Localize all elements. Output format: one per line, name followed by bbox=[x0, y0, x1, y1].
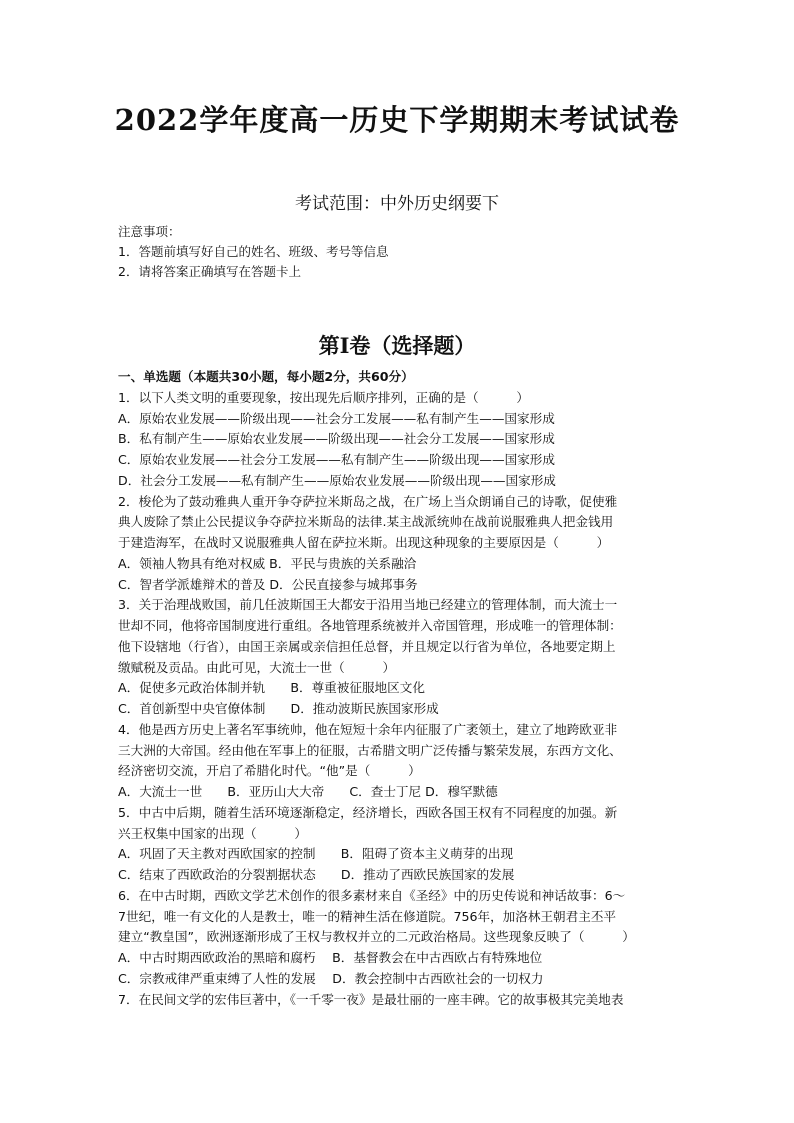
question-line: C．智者学派雄辩术的普及 D．公民直接参与城邦事务 bbox=[118, 576, 418, 592]
question-line: A．原始农业发展——阶级出现——社会分工发展——私有制产生——国家形成 bbox=[118, 410, 555, 426]
question-line: 1．以下人类文明的重要现象，按出现先后顺序排列，正确的是（ ） bbox=[118, 389, 530, 405]
question-line: B．私有制产生——原始农业发展——阶级出现——社会分工发展——国家形成 bbox=[118, 431, 555, 447]
question-line: C．宗教戒律严重束缚了人性的发展 D．教会控制中古西欧社会的一切权力 bbox=[118, 970, 544, 986]
question-line: 缴赋税及贡品。由此可见，大流士一世（ ） bbox=[118, 659, 396, 675]
exam-title: 2022学年度高一历史下学期期末考试试卷 bbox=[114, 103, 680, 137]
question-line: 6．在中古时期，西欧文学艺术创作的很多素材来自《圣经》中的历史传说和神话故事：6～ bbox=[118, 887, 626, 903]
question-line: 4．他是西方历史上著名军事统帅，他在短短十余年内征服了广袤领土，建立了地跨欧亚非 bbox=[118, 721, 618, 737]
question-line: 兴王权集中国家的出现（ ） bbox=[118, 825, 307, 841]
section-title: 第I卷（选择题） bbox=[318, 333, 476, 358]
question-line: 7．在民间文学的宏伟巨著中，《一千零一夜》是最壮丽的一座丰碑。它的故事极其完美地表 bbox=[118, 991, 624, 1007]
question-section-heading: 一、单选题（本题共30小题，每小题2分，共60分） bbox=[118, 369, 414, 384]
question-line: 他下设辖地（行省），由国王亲属或亲信担任总督，并且规定以行省为单位，各地要定期上 bbox=[118, 638, 616, 654]
question-line: 3．关于治理战败国，前几任波斯国王大都安于沿用当地已经建立的管理体制，而大流士一 bbox=[118, 597, 618, 613]
question-line: 2．梭伦为了鼓动雅典人重开争夺萨拉米斯岛之战，在广场上当众朗诵自己的诗歌，促使雅 bbox=[118, 493, 618, 509]
question-line: 典人废除了禁止公民提议争夺萨拉米斯岛的法律.某主战派统帅在战前说服雅典人把金钱用 bbox=[118, 514, 614, 530]
question-line: A．大流士一世 B．亚历山大大帝 C．查士丁尼 D．穆罕默德 bbox=[118, 784, 498, 799]
question-line: 5．中古中后期，随着生活环境逐渐稳定，经济增长，西欧各国王权有不同程度的加强。新 bbox=[118, 804, 618, 820]
question-line: A．中古时期西欧政治的黑暗和腐朽 B．基督教会在中古西欧占有特殊地位 bbox=[118, 950, 543, 965]
notes-item: 2．请将答案正确填写在答题卡上 bbox=[118, 264, 301, 279]
question-line: 三大洲的大帝国。经由他在军事上的征服，古希腊文明广泛传播与繁荣发展，东西方文化、 bbox=[118, 742, 622, 758]
question-list bbox=[118, 367, 688, 1010]
question-line: 建立“教皇国”，欧洲逐渐形成了王权与教权并立的二元政治格局。这些现象反映了（ ） bbox=[118, 929, 635, 945]
exam-scope: 考试范围：中外历史纲要下 bbox=[295, 194, 499, 214]
question-line: C．结束了西欧政治的分裂割据状态 D．推动了西欧民族国家的发展 bbox=[118, 867, 515, 882]
question-line: 于建造海军，在战时又说服雅典人留在萨拉米斯。出现这种现象的主要原因是（ ） bbox=[118, 535, 610, 550]
question-line: A．领袖人物具有绝对权威 B．平民与贵族的关系融洽 bbox=[118, 555, 417, 571]
notes-item: 1．答题前填写好自己的姓名、班级、考号等信息 bbox=[118, 244, 389, 259]
notes-block bbox=[118, 222, 388, 282]
question-line: D．社会分工发展——私有制产生——原始农业发展——阶级出现——国家形成 bbox=[118, 472, 556, 488]
question-line: 经济密切交流，开启了希腊化时代。“他”是（ ） bbox=[118, 763, 421, 779]
question-line: 7世纪，唯一有文化的人是教士，唯一的精神生活在修道院。756年，加洛林王朝君主丕平 bbox=[118, 908, 617, 924]
question-line: A．巩固了天主教对西欧国家的控制 B．阻碍了资本主义萌芽的出现 bbox=[118, 846, 514, 862]
question-line: A．促使多元政治体制并轨 B．尊重被征服地区文化 bbox=[118, 680, 425, 696]
question-line: C．首创新型中央官僚体制 D．推动波斯民族国家形成 bbox=[118, 701, 439, 716]
question-line: C．原始农业发展——社会分工发展——私有制产生——阶级出现——国家形成 bbox=[118, 452, 555, 467]
question-line: 世却不同，他将帝国制度进行重组。各地管理系统被并入帝国管理，形成唯一的管理体制： bbox=[118, 618, 622, 633]
notes-heading: 注意事项： bbox=[118, 224, 181, 239]
